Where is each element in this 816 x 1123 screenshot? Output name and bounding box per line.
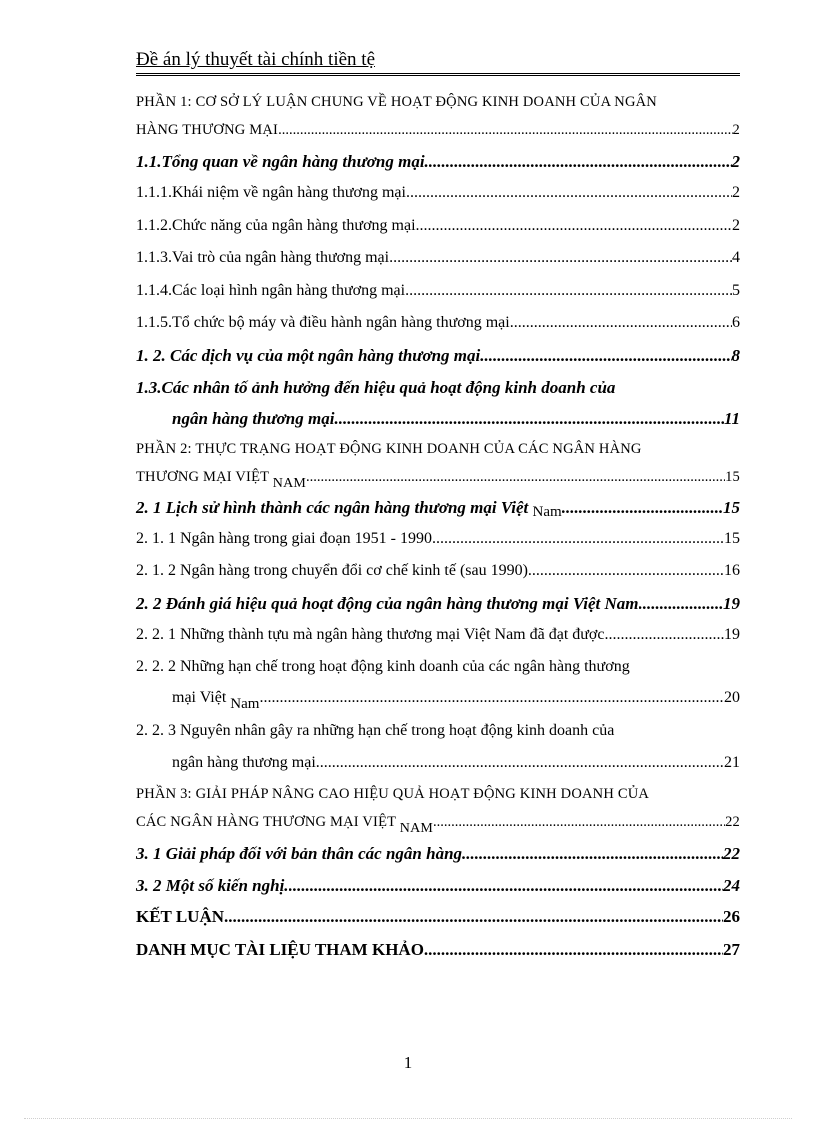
toc-part1-line2: HÀNG THƯƠNG MẠI: [136, 122, 279, 138]
toc-leader: [289, 876, 723, 896]
toc-entry-2-2-2-line1[interactable]: [136, 658, 740, 676]
toc-label: mại Việt Nam: [172, 689, 260, 712]
toc-leader: [406, 184, 732, 202]
toc-leader: [528, 562, 724, 580]
header-title: Đề án lý thuyết tài chính tiền tệ: [136, 49, 376, 70]
toc-leader: [339, 409, 724, 429]
toc-label: 1.1.5.Tổ chức bộ máy và điều hành ngân hàng thương mại: [136, 314, 510, 331]
toc-label: 2. 2. 1 Những thành tựu mà ngân hàng thương mại Việt Nam đã đạt được: [136, 626, 605, 643]
toc-leader: [278, 122, 732, 139]
toc-page-number: 2: [732, 217, 740, 234]
toc-page-number: 2: [732, 184, 740, 201]
toc-leader: [316, 754, 724, 772]
toc-entry-1-1-3[interactable]: [136, 249, 740, 267]
toc-entry-part1[interactable]: [136, 122, 740, 139]
toc-leader: [639, 594, 723, 614]
toc-label: 1.3.Các nhân tố ảnh hưởng đến hiệu quả hoạt động kinh doanh của: [136, 378, 616, 397]
toc-leader: [306, 469, 725, 486]
toc-page-number: 27: [723, 940, 740, 959]
toc-entry-conclusion[interactable]: [136, 907, 740, 927]
toc-page-number: 16: [724, 562, 740, 579]
toc-entry-2-2-3[interactable]: [136, 754, 740, 772]
toc-label: 2. 2 Đánh giá hiệu quả hoạt động của ngân hàng thương mại Việt Nam: [136, 594, 639, 613]
toc-page-number: 15: [725, 469, 740, 485]
toc-label: 1.1.Tổng quan về ngân hàng thương mại.: [136, 152, 429, 171]
toc-page-number: 19: [724, 626, 740, 643]
toc-page-number: 22: [723, 844, 740, 863]
toc-page-number: 21: [724, 754, 740, 771]
toc-page-number: 8: [731, 346, 740, 365]
toc-page-number: 26: [723, 907, 740, 926]
toc-page-number: 4: [732, 249, 740, 266]
toc-leader: [424, 940, 723, 960]
toc-entry-2-1-2[interactable]: [136, 562, 740, 580]
toc-leader: [224, 907, 723, 927]
toc-label: 1.1.2.Chức năng của ngân hàng thương mại: [136, 217, 416, 234]
toc-page-number: 5: [732, 282, 740, 299]
toc-page-number: 22: [725, 814, 740, 830]
toc-leader: [605, 626, 725, 644]
toc-leader: [416, 217, 732, 235]
toc-label: 1. 2. Các dịch vụ của một ngân hàng thương mại: [136, 346, 481, 365]
toc-part2-line1: PHẦN 2: THỰC TRẠNG HOẠT ĐỘNG KINH DOANH CỦA CÁC NGÂN HÀNG: [136, 441, 642, 457]
toc-leader: [389, 249, 732, 267]
toc-label: KẾT LUẬN: [136, 907, 225, 926]
toc-entry-part3[interactable]: [136, 814, 740, 836]
toc-label: 1.1.1.Khái niệm về ngân hàng thương mại: [136, 184, 406, 201]
toc-leader: [480, 346, 731, 366]
toc-entry-1-1-5[interactable]: [136, 314, 740, 332]
toc-label: 2. 1. 1 Ngân hàng trong giai đoạn 1951 - 1990: [136, 530, 432, 547]
toc-entry-3-1[interactable]: [136, 844, 740, 864]
toc-label: 2. 2. 3 Nguyên nhân gây ra những hạn chế trong hoạt động kinh doanh của: [136, 722, 615, 739]
toc-part2-line2: THƯƠNG MẠI VIỆT NAM: [136, 469, 307, 491]
toc-entry-1-1-1[interactable]: [136, 184, 740, 202]
toc-label: 1.1.3.Vai trò của ngân hàng thương mại: [136, 249, 390, 266]
toc-leader: [429, 152, 732, 172]
toc-leader: [259, 689, 724, 707]
toc-entry-3-2[interactable]: [136, 876, 740, 896]
toc-entry-2-1[interactable]: [136, 498, 740, 518]
toc-entry-1-1-2[interactable]: [136, 217, 740, 235]
toc-entry-1-2[interactable]: [136, 346, 740, 366]
toc-leader: [433, 814, 725, 831]
toc-label: 3. 2 Một số kiến nghị.: [136, 876, 289, 895]
document-header: [136, 48, 740, 76]
toc-label: ngân hàng thương mại: [172, 754, 316, 771]
toc-entry-references[interactable]: [136, 940, 740, 960]
toc-entry-1-3[interactable]: [136, 409, 740, 429]
toc-label: ngân hàng thương mại.: [172, 409, 339, 428]
toc-page-number: 2: [732, 122, 740, 138]
toc-page-number: 2: [731, 152, 740, 171]
toc-entry-2-2-3-line1[interactable]: [136, 722, 740, 740]
toc-entry-2-2-2[interactable]: [136, 689, 740, 712]
page-bottom-divider: [24, 1118, 792, 1119]
toc-page-number: 20: [724, 689, 740, 706]
toc-label: 2. 1. 2 Ngân hàng trong chuyển đổi cơ chế kinh tế (sau 1990): [136, 562, 528, 579]
toc-label: DANH MỤC TÀI LIỆU THAM KHẢO: [136, 940, 424, 959]
toc-part1-line1: PHẦN 1: CƠ SỞ LÝ LUẬN CHUNG VỀ HOẠT ĐỘNG KINH DOANH CỦA NGÂN: [136, 94, 657, 110]
toc-leader: [510, 314, 732, 332]
toc-page-number: 15: [724, 530, 740, 547]
toc-page-number: 11: [723, 409, 740, 428]
toc-entry-2-2-1[interactable]: [136, 626, 740, 644]
toc-label: 1.1.4.Các loại hình ngân hàng thương mại: [136, 282, 406, 299]
toc-entry-2-1-1[interactable]: [136, 530, 740, 548]
toc-entry-1-3-line1[interactable]: [136, 378, 740, 398]
toc-entry-part2[interactable]: [136, 469, 740, 491]
toc-page-number: 19: [723, 594, 740, 613]
toc-label: 3. 1 Giải pháp đối với bản thân các ngân hàng: [136, 844, 463, 863]
toc-leader: [562, 498, 723, 518]
toc-leader: [432, 530, 724, 548]
toc-page-number: 6: [732, 314, 740, 331]
toc-label: 2. 1 Lịch sử hình thành các ngân hàng thương mại Việt Nam: [136, 498, 562, 520]
toc-part3-line1: PHẦN 3: GIẢI PHÁP NÂNG CAO HIỆU QUẢ HOẠT ĐỘNG KINH DOANH CỦA: [136, 786, 650, 802]
toc-page-number: 15: [723, 498, 740, 517]
toc-leader: [462, 844, 723, 864]
toc-part3-line2: CÁC NGÂN HÀNG THƯƠNG MẠI VIỆT NAM: [136, 814, 434, 836]
toc-page-number: 24: [723, 876, 740, 895]
toc-label: 2. 2. 2 Những hạn chế trong hoạt động kinh doanh của các ngân hàng thương: [136, 658, 630, 675]
page-number: 1: [403, 1053, 413, 1072]
toc-entry-2-2[interactable]: [136, 594, 740, 614]
toc-entry-1-1-4[interactable]: [136, 282, 740, 300]
toc-entry-1-1[interactable]: [136, 152, 740, 172]
toc-leader: [405, 282, 732, 300]
